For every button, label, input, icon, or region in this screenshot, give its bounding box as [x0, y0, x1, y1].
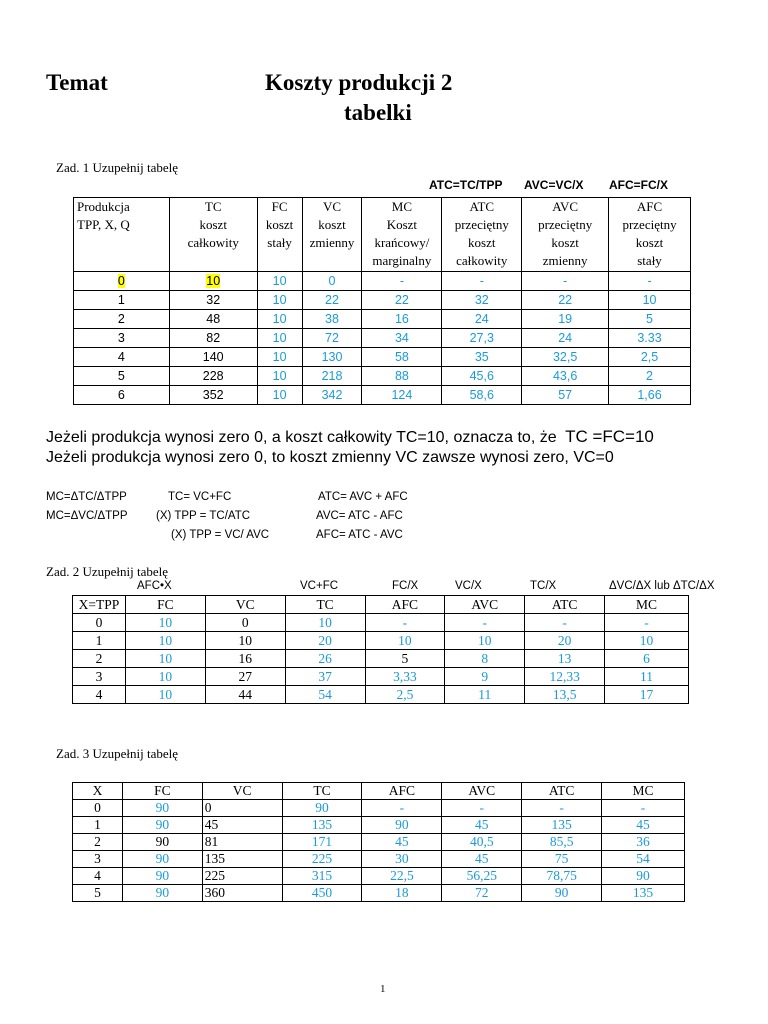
table-cell: 81: [202, 834, 282, 851]
table-cell: 90: [122, 817, 202, 834]
header-cell: AVC: [445, 596, 525, 614]
header-cell: ATC: [522, 783, 602, 800]
table-cell: 3: [73, 851, 123, 868]
formula-tc: TC= VC+FC: [168, 491, 232, 503]
table-cell: 22: [362, 291, 442, 310]
table-cell: 22: [522, 291, 609, 310]
table-cell: 315: [282, 868, 362, 885]
note-line-2: Jeżeli produkcja wynosi zero 0, to koszt zmienny VC zawsze wynosi zero, VC=0: [46, 449, 614, 466]
table-cell: 45: [202, 817, 282, 834]
table-cell: 10: [257, 386, 302, 405]
formula-atc-sum: ATC= AVC + AFC: [318, 491, 408, 503]
table-cell: 78,75: [522, 868, 602, 885]
table-cell: 54: [285, 686, 365, 704]
header-cell: AFC: [365, 596, 445, 614]
table-cell: 32,5: [522, 348, 609, 367]
task2-title: Zad. 2 Uzupełnij tabelę: [46, 564, 169, 579]
table-cell: 56,25: [442, 868, 522, 885]
table-cell: 8: [445, 650, 525, 668]
hint-afc: FC/X: [392, 580, 419, 592]
table-cell: 45: [442, 851, 522, 868]
table-cell: 32: [169, 291, 257, 310]
table-row: [73, 650, 689, 668]
table-cell: 3.33: [609, 329, 691, 348]
formula-tpp-avc: (X) TPP = VC/ AVC: [171, 529, 270, 541]
table-cell: 10: [285, 614, 365, 632]
table-cell: 10: [257, 329, 302, 348]
table-cell: 20: [525, 632, 605, 650]
table-row: [73, 686, 689, 704]
table-cell: 88: [362, 367, 442, 386]
table-cell: 4: [73, 868, 123, 885]
table-cell: 10: [257, 291, 302, 310]
table-cell: 3: [74, 329, 170, 348]
table-row: [74, 272, 691, 291]
table-header-row: [73, 596, 689, 614]
header-cell: VC: [202, 783, 282, 800]
formula-avc: AVC=VC/X: [524, 178, 584, 192]
header-cell: MC: [605, 596, 689, 614]
table-cell: 27,3: [442, 329, 522, 348]
table-row: [74, 291, 691, 310]
table-cell: 40,5: [442, 834, 522, 851]
table-cell: 10: [169, 272, 257, 291]
table-cell: 90: [362, 817, 442, 834]
table-cell: 9: [445, 668, 525, 686]
table-cell: -: [605, 614, 689, 632]
table-row: [73, 868, 685, 885]
table-cell: 17: [605, 686, 689, 704]
table-cell: 140: [169, 348, 257, 367]
table-cell: -: [445, 614, 525, 632]
table-cell: 228: [169, 367, 257, 386]
table-cell: 2: [74, 310, 170, 329]
table-row: [74, 386, 691, 405]
page-subtitle: tabelki: [344, 100, 412, 125]
table-cell: 27: [205, 668, 285, 686]
table-cell: 90: [122, 885, 202, 902]
page-title: Koszty produkcji 2: [265, 70, 453, 95]
table-cell: 135: [602, 885, 685, 902]
table-cell: 90: [282, 800, 362, 817]
table-cell: 10: [125, 686, 205, 704]
table-cell: 124: [362, 386, 442, 405]
table-cell: -: [365, 614, 445, 632]
table-cell: 45: [442, 817, 522, 834]
table-cell: 5: [365, 650, 445, 668]
table-cell: 4: [73, 686, 126, 704]
table-cell: 135: [282, 817, 362, 834]
note-line-1: [46, 427, 654, 447]
header-cell: TC: [285, 596, 365, 614]
table-cell: 2,5: [609, 348, 691, 367]
table-row: [74, 367, 691, 386]
table-cell: 22,5: [362, 868, 442, 885]
header-cell: X: [73, 783, 123, 800]
table-cell: 12,33: [525, 668, 605, 686]
table-cell: 1: [73, 632, 126, 650]
table-cell: 10: [365, 632, 445, 650]
header-cell: AFC: [362, 783, 442, 800]
table-row: [73, 800, 685, 817]
table-cell: 1: [74, 291, 170, 310]
table-cell: -: [522, 272, 609, 291]
table-cell: 171: [282, 834, 362, 851]
table-header-row: [73, 783, 685, 800]
table-cell: 48: [169, 310, 257, 329]
formula-mc-tc: MC=ΔTC/ΔTPP: [46, 491, 127, 503]
table-cell: 24: [522, 329, 609, 348]
table-cell: 2: [609, 367, 691, 386]
table-cell: 218: [302, 367, 362, 386]
hint-avc: VC/X: [455, 580, 482, 592]
hint-mc: ΔVC/ΔX lub ΔTC/ΔX: [609, 580, 715, 592]
table-cell: 1: [73, 817, 123, 834]
table-cell: 38: [302, 310, 362, 329]
table-cell: 2: [73, 650, 126, 668]
table-cell: 10: [257, 310, 302, 329]
table-cell: 58,6: [442, 386, 522, 405]
task3-table: [72, 782, 685, 902]
table-cell: -: [609, 272, 691, 291]
table-cell: 130: [302, 348, 362, 367]
table-cell: 58: [362, 348, 442, 367]
table-cell: 225: [202, 868, 282, 885]
table-cell: 36: [602, 834, 685, 851]
header-cell: FC koszt stały: [257, 198, 302, 272]
table-cell: 1,66: [609, 386, 691, 405]
table-cell: 90: [122, 800, 202, 817]
formula-tpp-atc: (X) TPP = TC/ATC: [156, 510, 251, 522]
table-cell: -: [362, 800, 442, 817]
table-cell: 45: [362, 834, 442, 851]
header-cell: TC: [282, 783, 362, 800]
table-cell: 0: [302, 272, 362, 291]
table-cell: 16: [362, 310, 442, 329]
table-cell: 54: [602, 851, 685, 868]
table-cell: -: [525, 614, 605, 632]
header-cell: MC Koszt krańcowy/ marginalny: [362, 198, 442, 272]
header-cell: FC: [122, 783, 202, 800]
formula-mc-vc: MC=ΔVC/ΔTPP: [46, 510, 128, 522]
formula-atc: ATC=TC/TPP: [429, 178, 503, 192]
table-cell: 32: [442, 291, 522, 310]
table-cell: 35: [442, 348, 522, 367]
table-cell: 0: [205, 614, 285, 632]
table-cell: 90: [522, 885, 602, 902]
table-row: [74, 348, 691, 367]
table-cell: 37: [285, 668, 365, 686]
formula-afc: AFC=FC/X: [609, 178, 669, 192]
table-cell: 43,6: [522, 367, 609, 386]
header-cell: Produkcja TPP, X, Q: [74, 198, 170, 272]
table-cell: 5: [73, 885, 123, 902]
table-cell: 11: [605, 668, 689, 686]
note-line-1-text: Jeżeli produkcja wynosi zero 0, a koszt całkowity TC=10, oznacza to, że: [46, 429, 557, 446]
header-cell: ATC: [525, 596, 605, 614]
header-cell: TC koszt całkowity: [169, 198, 257, 272]
page-number: 1: [380, 983, 386, 995]
table-cell: 10: [257, 367, 302, 386]
table-cell: 16: [205, 650, 285, 668]
table-cell: 24: [442, 310, 522, 329]
header-cell: ATC przeciętny koszt całkowity: [442, 198, 522, 272]
table-cell: 2,5: [365, 686, 445, 704]
table-cell: 135: [522, 817, 602, 834]
header-cell: VC koszt zmienny: [302, 198, 362, 272]
table-row: [73, 834, 685, 851]
task3-title: Zad. 3 Uzupełnij tabelę: [56, 746, 179, 761]
table-cell: 72: [442, 885, 522, 902]
table-cell: 72: [302, 329, 362, 348]
table-cell: 6: [74, 386, 170, 405]
topic-label: Temat: [46, 70, 108, 95]
table-cell: 0: [73, 800, 123, 817]
table-cell: 225: [282, 851, 362, 868]
table-row: [74, 310, 691, 329]
table-row: [73, 614, 689, 632]
table-cell: 90: [122, 851, 202, 868]
task1-table: [73, 197, 691, 405]
table-cell: 20: [285, 632, 365, 650]
table-cell: 3: [73, 668, 126, 686]
table-cell: 0: [202, 800, 282, 817]
header-cell: AVC: [442, 783, 522, 800]
table-cell: 10: [609, 291, 691, 310]
table-cell: 30: [362, 851, 442, 868]
table-cell: 34: [362, 329, 442, 348]
table-cell: 10: [125, 614, 205, 632]
table-row: [73, 632, 689, 650]
table-cell: 44: [205, 686, 285, 704]
table-header-row: [74, 198, 691, 272]
table-cell: 4: [74, 348, 170, 367]
table-cell: 0: [74, 272, 170, 291]
table-cell: 26: [285, 650, 365, 668]
note-line-1-end: TC =FC=10: [565, 427, 654, 446]
table-cell: 45: [602, 817, 685, 834]
hint-fc: AFC•X: [137, 580, 172, 592]
table-cell: 135: [202, 851, 282, 868]
table-cell: 18: [362, 885, 442, 902]
table-cell: 19: [522, 310, 609, 329]
table-cell: 10: [257, 272, 302, 291]
table-cell: -: [442, 272, 522, 291]
table-cell: 0: [73, 614, 126, 632]
formula-afc-diff: AFC= ATC - AVC: [316, 529, 403, 541]
table-cell: 10: [445, 632, 525, 650]
table-cell: 13: [525, 650, 605, 668]
header-cell: VC: [205, 596, 285, 614]
formula-avc-diff: AVC= ATC - AFC: [316, 510, 403, 522]
table-cell: 2: [73, 834, 123, 851]
hint-atc: TC/X: [530, 580, 557, 592]
table-row: [74, 329, 691, 348]
task1-title: Zad. 1 Uzupełnij tabelę: [56, 160, 179, 175]
table-cell: 90: [122, 834, 202, 851]
table-cell: -: [362, 272, 442, 291]
table-cell: 13,5: [525, 686, 605, 704]
table-cell: 352: [169, 386, 257, 405]
header-cell: MC: [602, 783, 685, 800]
table-cell: 82: [169, 329, 257, 348]
table-cell: 10: [125, 668, 205, 686]
table-cell: 10: [205, 632, 285, 650]
table-cell: 45,6: [442, 367, 522, 386]
table-cell: -: [522, 800, 602, 817]
table-cell: 90: [122, 868, 202, 885]
hint-tc: VC+FC: [300, 580, 339, 592]
table-cell: 450: [282, 885, 362, 902]
table-cell: 5: [74, 367, 170, 386]
table-cell: 10: [605, 632, 689, 650]
table-cell: 75: [522, 851, 602, 868]
table-row: [73, 885, 685, 902]
header-cell: AFC przeciętny koszt stały: [609, 198, 691, 272]
table-cell: 5: [609, 310, 691, 329]
table-cell: 57: [522, 386, 609, 405]
header-cell: AVC przeciętny koszt zmienny: [522, 198, 609, 272]
table-cell: -: [602, 800, 685, 817]
table-cell: 342: [302, 386, 362, 405]
table-cell: 10: [125, 632, 205, 650]
table-cell: 10: [125, 650, 205, 668]
task2-table: [72, 595, 689, 704]
header-cell: X=TPP: [73, 596, 126, 614]
table-cell: 360: [202, 885, 282, 902]
table-cell: 22: [302, 291, 362, 310]
table-row: [73, 851, 685, 868]
table-row: [73, 668, 689, 686]
table-row: [73, 817, 685, 834]
table-cell: 85,5: [522, 834, 602, 851]
table-cell: 10: [257, 348, 302, 367]
table-cell: 11: [445, 686, 525, 704]
table-cell: 90: [602, 868, 685, 885]
header-cell: FC: [125, 596, 205, 614]
table-cell: 6: [605, 650, 689, 668]
table-cell: -: [442, 800, 522, 817]
table-cell: 3,33: [365, 668, 445, 686]
